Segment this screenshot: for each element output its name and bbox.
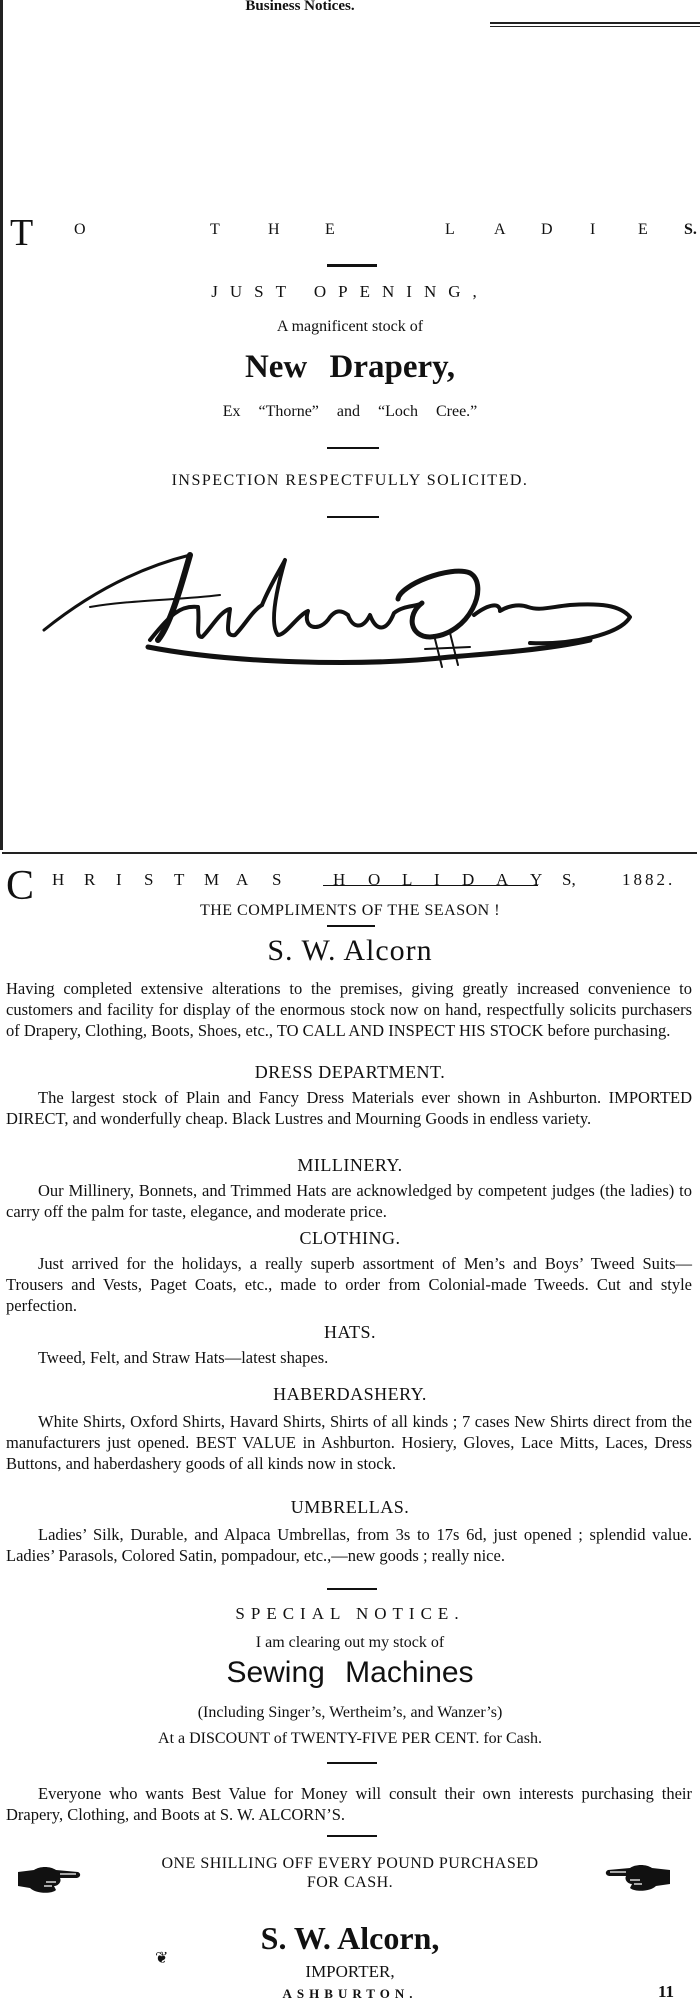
intro-paragraph: Having completed extensive alterations to the premises, giving greatly increased convenience to customers and facility for display of the enormous stock now on hand, respectfully solicits purchasers of Drapery, Clothing, Boots, Shoes, etc., TO CALL AND INSPECT HIS STOCK before purchasing. xyxy=(6,979,692,1040)
running-header-text: Business Notices. xyxy=(245,0,355,14)
banner-letter: D xyxy=(462,870,475,889)
banner-letter: Y xyxy=(530,870,543,889)
andrew-orr-signature xyxy=(30,545,650,675)
divider xyxy=(327,264,377,267)
section-text: Ladies’ Silk, Durable, and Alpaca Umbrellas, from 3s to 17s 6d, just opened ; splendid value. Ladies’ Parasols, Colored Satin, pompadour, etc.,—new goods ; really nice. xyxy=(6,1525,692,1565)
headline-letter: S. xyxy=(684,221,697,238)
merchant-name: S. W. Alcorn xyxy=(267,934,433,967)
special-notice: SPECIAL NOTICE. xyxy=(235,1604,465,1623)
banner-letter: O xyxy=(368,870,381,889)
footer-merchant: S. W. Alcorn, xyxy=(260,1920,440,1956)
section-heading: CLOTHING. xyxy=(299,1228,401,1248)
banner-year: 1882. xyxy=(622,870,676,889)
banner-letter: S xyxy=(144,870,154,889)
inspection-line: INSPECTION RESPECTFULLY SOLICITED. xyxy=(171,472,529,489)
banner-letter: I xyxy=(116,870,122,889)
section-text: The largest stock of Plain and Fancy Dress Materials ever shown in Ashburton. IMPORTED DIRECT, and wonderfully cheap. Black Lustres and Mourning Goods in endless variety. xyxy=(6,1088,692,1128)
ship-names: Ex “Thorne” and “Loch Cree.” xyxy=(222,403,478,420)
divider xyxy=(327,1835,377,1837)
divider xyxy=(327,516,379,518)
headline-letter: E xyxy=(325,221,335,238)
section-heading: HATS. xyxy=(323,1322,376,1342)
stock-line: A magnificent stock of xyxy=(276,318,424,335)
section-heading: UMBRELLAS. xyxy=(290,1497,410,1517)
discount-line: At a DISCOUNT of TWENTY-FIVE PER CENT. for Cash. xyxy=(158,1730,542,1747)
section-heading: MILLINERY. xyxy=(297,1155,403,1175)
banner-letter: S, xyxy=(562,870,576,889)
banner-letter: S xyxy=(272,870,282,889)
section-separator xyxy=(2,852,697,854)
section-text: Just arrived for the holidays, a really superb assortment of Men’s and Boys’ Tweed Suits—Trousers and Vests, Paget Coats, etc., made to order from Colonial-made Tweeds. Cut and style perfection. xyxy=(6,1254,692,1315)
left-margin-rule xyxy=(0,0,3,850)
pointing-hand-left-icon xyxy=(602,1860,672,1894)
running-header xyxy=(0,0,700,15)
fleuron-icon: ❦ xyxy=(155,1950,169,1967)
headline-letter: H xyxy=(268,221,280,238)
brands-line: (Including Singer’s, Wertheim’s, and Wanzer’s) xyxy=(197,1704,503,1721)
headline-letter: L xyxy=(445,221,455,238)
compliments: THE COMPLIMENTS OF THE SEASON ! xyxy=(199,902,501,919)
banner-letter: A xyxy=(236,870,249,889)
divider xyxy=(327,925,375,927)
headline-letter: T xyxy=(10,212,34,254)
section-heading: HABERDASHERY. xyxy=(273,1384,427,1404)
banner-letter: R xyxy=(84,870,96,889)
section-text: Tweed, Felt, and Straw Hats—latest shapes. xyxy=(38,1348,329,1367)
footer-town: ASHBURTON. xyxy=(282,1986,418,2001)
page-number: 11 xyxy=(658,1982,675,2001)
section-text: White Shirts, Oxford Shirts, Havard Shirts, Shirts of all kinds ; 7 cases New Shirts direct from the manufacturers just opened. BEST VALUE in Ashburton. Hosiery, Gloves, Lace Mitts, Laces, Dress Buttons, and haberdashery goods of all kinds now in stock. xyxy=(6,1412,692,1473)
divider xyxy=(327,447,379,449)
banner-letter: T xyxy=(174,870,185,889)
section-heading: DRESS DEPARTMENT. xyxy=(254,1062,446,1082)
divider xyxy=(327,1588,377,1590)
banner-letter: C xyxy=(6,863,35,909)
banner-letter: L xyxy=(402,870,413,889)
headline-letter: T xyxy=(210,221,220,238)
new-drapery: New Drapery, xyxy=(244,349,456,385)
header-rule-2 xyxy=(490,26,700,27)
footer-role: IMPORTER, xyxy=(305,1962,395,1981)
shilling-line-2: FOR CASH. xyxy=(306,1874,394,1891)
banner-letter: A xyxy=(496,870,509,889)
value-note: Everyone who wants Best Value for Money will consult their own interests purchasing their Drapery, Clothing, and Boots at S. W. ALCORN’S. xyxy=(6,1784,692,1824)
banner-letter: M xyxy=(204,870,220,889)
shilling-line-1: ONE SHILLING OFF EVERY POUND PURCHASED xyxy=(161,1855,539,1872)
header-rule xyxy=(490,22,700,24)
banner-letter: I xyxy=(434,870,440,889)
headline-letter: O xyxy=(74,221,86,238)
banner-letter: H xyxy=(333,870,346,889)
banner-underline xyxy=(323,885,538,886)
sewing-machines: Sewing Machines xyxy=(226,1656,474,1689)
headline-letter: D xyxy=(541,221,553,238)
headline-letter: A xyxy=(494,221,506,238)
banner-letter: H xyxy=(52,870,65,889)
headline-letter: I xyxy=(590,221,596,238)
ladies-headline xyxy=(10,213,700,253)
headline-letter: E xyxy=(638,221,648,238)
divider xyxy=(327,1762,377,1764)
just-opening: JUST OPENING, xyxy=(211,282,489,301)
section-text: Our Millinery, Bonnets, and Trimmed Hats are acknowledged by competent judges (the ladies) to carry off the palm for taste, elegance, and moderate price. xyxy=(6,1181,692,1221)
clearing-line: I am clearing out my stock of xyxy=(255,1634,445,1651)
